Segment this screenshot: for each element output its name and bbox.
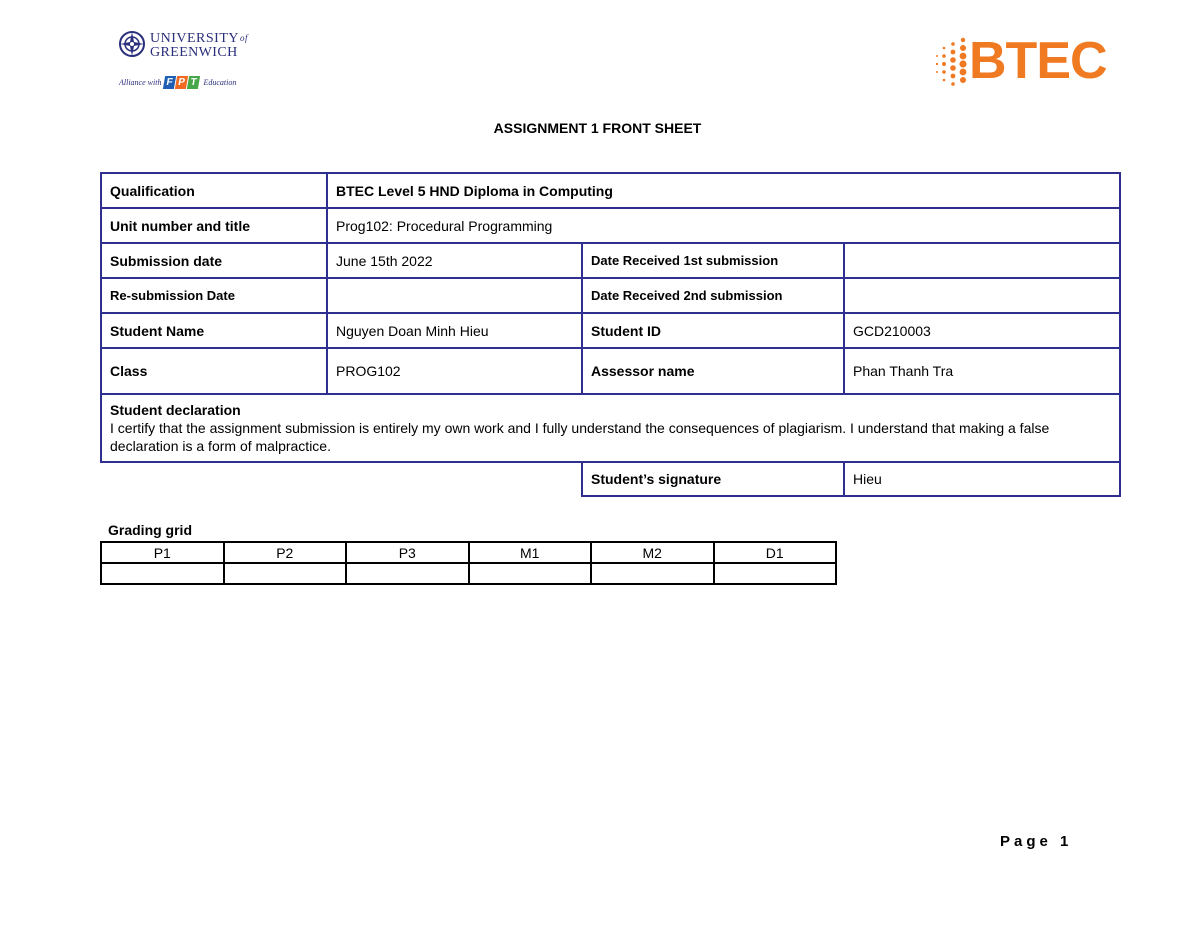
grading-grid-label: Grading grid (108, 522, 192, 538)
grade-header-m1: M1 (469, 542, 592, 563)
grading-header-row (101, 542, 836, 563)
unit-value: Prog102: Procedural Programming (327, 208, 1120, 243)
student-name-value: Nguyen Doan Minh Hieu (327, 313, 582, 348)
student-declaration (101, 394, 1120, 462)
btec-dots-icon (933, 34, 973, 90)
education-text: Education (203, 77, 237, 87)
university-crest-icon (118, 30, 146, 58)
grade-header-p3: P3 (346, 542, 469, 563)
front-sheet-table (100, 172, 1121, 497)
declaration-row (101, 394, 1120, 462)
university-of-greenwich-logo (118, 30, 258, 90)
submission-date-label: Submission date (101, 243, 327, 278)
class-row (101, 348, 1120, 394)
fpt-letter-t: T (187, 76, 200, 89)
qualification-value: BTEC Level 5 HND Diploma in Computing (327, 173, 1120, 208)
grading-value-row (101, 563, 836, 584)
student-name-label: Student Name (101, 313, 327, 348)
resubmission-row (101, 278, 1120, 313)
declaration-title: Student declaration (110, 402, 241, 418)
grade-value-m2 (591, 563, 714, 584)
signature-label: Student’s signature (582, 462, 844, 496)
btec-wordmark: BTEC (969, 32, 1107, 90)
signature-value: Hieu (844, 462, 1120, 496)
student-id-label: Student ID (582, 313, 844, 348)
grade-value-d1 (714, 563, 837, 584)
page-number: Page 1 (1000, 833, 1073, 850)
class-label: Class (101, 348, 327, 394)
grade-value-p1 (101, 563, 224, 584)
qualification-row (101, 173, 1120, 208)
grade-value-p2 (224, 563, 347, 584)
fpt-logo-icon (164, 76, 200, 89)
signature-row (101, 462, 1120, 496)
btec-logo (933, 32, 1123, 92)
grade-header-p1: P1 (101, 542, 224, 563)
unit-row (101, 208, 1120, 243)
date-received-1-value (844, 243, 1120, 278)
fpt-letter-p: P (175, 76, 188, 89)
grade-header-p2: P2 (224, 542, 347, 563)
student-row (101, 313, 1120, 348)
date-received-2-value (844, 278, 1120, 313)
alliance-text: Alliance with (119, 77, 162, 87)
assessor-label: Assessor name (582, 348, 844, 394)
qualification-label: Qualification (101, 173, 327, 208)
grade-header-m2: M2 (591, 542, 714, 563)
date-received-1-label: Date Received 1st submission (582, 243, 844, 278)
alliance-line (119, 74, 236, 90)
class-value: PROG102 (327, 348, 582, 394)
submission-date-value: June 15th 2022 (327, 243, 582, 278)
student-id-value: GCD210003 (844, 313, 1120, 348)
university-wordmark-line2: GREENWICH (150, 45, 238, 60)
submission-row (101, 243, 1120, 278)
grade-header-d1: D1 (714, 542, 837, 563)
date-received-2-label: Date Received 2nd submission (582, 278, 844, 313)
page-title: ASSIGNMENT 1 FRONT SHEET (493, 120, 702, 136)
grade-value-m1 (469, 563, 592, 584)
fpt-letter-f: F (163, 76, 176, 89)
university-wordmark-line1: UNIVERSITYof (150, 31, 249, 46)
unit-label: Unit number and title (101, 208, 327, 243)
resubmission-date-label: Re-submission Date (101, 278, 327, 313)
resubmission-date-value (327, 278, 582, 313)
grade-value-p3 (346, 563, 469, 584)
grading-grid (100, 541, 837, 585)
assessor-value: Phan Thanh Tra (844, 348, 1120, 394)
declaration-text: I certify that the assignment submission is entirely my own work and I fully understand the consequences of plagiarism. I understand that making a false declaration is a form of malpractice. (110, 420, 1050, 454)
signature-spacer (101, 462, 582, 496)
